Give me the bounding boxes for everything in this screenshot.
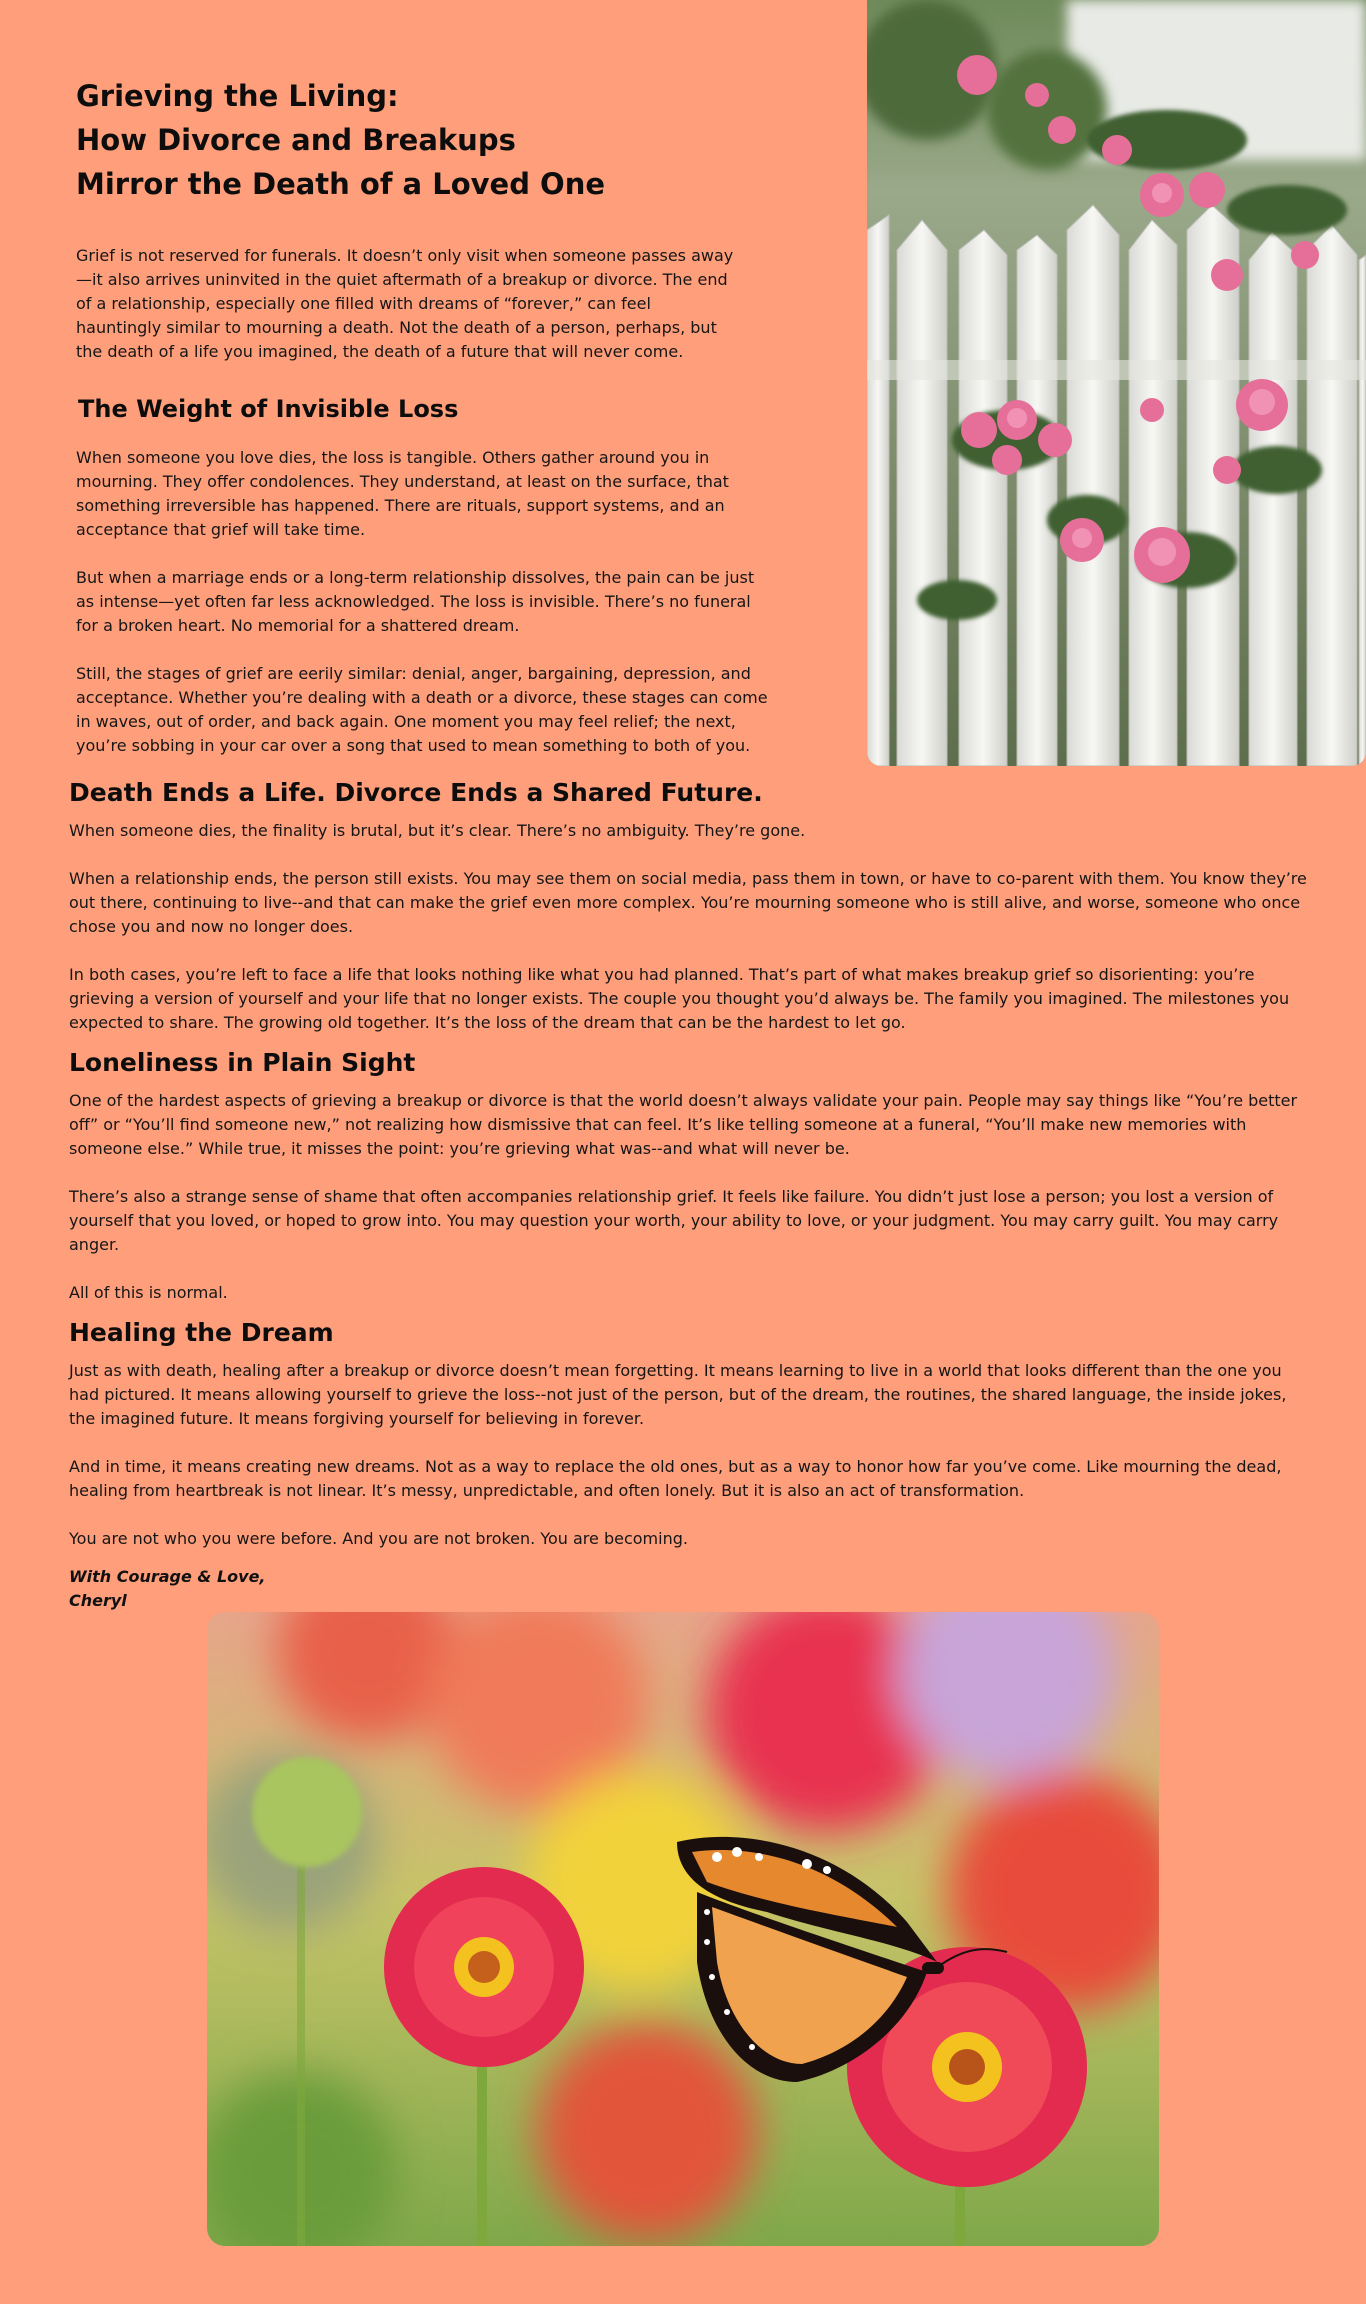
paragraph: When someone dies, the finality is brutal, but it’s clear. There’s no ambiguity. They’re gone. [69,821,806,840]
butterfly-flowers-photo [207,1612,1159,2246]
article-body [69,775,1309,1613]
signature-line-2: Cheryl [69,1591,127,1610]
paragraph: When a relationship ends, the person still exists. You may see them on social media, pass them in town, or have to co-parent with them. You know they’re out there, continuing to live--and that can make the grief even more complex. You’re mourning someone who is still alive, and worse, someone who once chose you and now no longer does. [69,869,1307,936]
section-heading-loneliness: Loneliness in Plain Sight [69,1048,416,1077]
paragraph: All of this is normal. [69,1283,228,1302]
paragraph: You are not who you were before. And you are not broken. You are becoming. [69,1529,688,1548]
paragraph: In both cases, you’re left to face a life that looks nothing like what you had planned. That’s part of what makes breakup grief so disorienting: you’re grieving a version of yourself and your life that no longer exists. The couple you thought you’d always be. The family you imagined. The milestones you expected to share. The growing old together. It’s the loss of the dream that can be the hardest to let go. [69,965,1290,1032]
section-heading-healing: Healing the Dream [69,1318,334,1347]
paragraph: When someone you love dies, the loss is tangible. Others gather around you in mourning. They offer condolences. They understand, at least on the surface, that something irreversible has happened. There are rituals, support systems, and an acceptance that grief will take time. [76,448,729,539]
paragraph: Still, the stages of grief are eerily similar: denial, anger, bargaining, depression, and acceptance. Whether you’re dealing with a death or a divorce, these stages can come in waves, out of order, and back again. One moment you may feel relief; the next, you’re sobbing in your car over a song that used to mean something to both of you. [76,664,768,755]
paragraph: There’s also a strange sense of shame that often accompanies relationship grief. It feels like failure. You didn’t just lose a person; you lost a version of yourself that you loved, or hoped to grow into. You may question your worth, your ability to love, or your judgment. You may carry guilt. You may carry anger. [69,1187,1279,1254]
page-title [76,74,776,206]
title-line-3: Mirror the Death of a Loved One [76,167,606,201]
intro-column [76,74,776,758]
paragraph: But when a marriage ends or a long-term relationship dissolves, the pain can be just as intense—yet often far less acknowledged. The loss is invisible. There’s no funeral for a broken heart. No memorial for a shattered dream. [76,568,755,635]
signature-line-1: With Courage & Love, [69,1567,266,1586]
intro-paragraph: Grief is not reserved for funerals. It doesn’t only visit when someone passes away—it also arrives uninvited in the quiet aftermath of a breakup or divorce. The end of a relationship, especially one filled with dreams of “forever,” can feel hauntingly similar to mourning a death. Not the death of a person, perhaps, but the death of a life you imagined, the death of a future that will never come. [76,246,734,361]
title-line-1: Grieving the Living: [76,79,399,113]
top-section [0,0,1366,768]
roses-fence-photo [867,0,1366,766]
signature [69,1565,1309,1613]
section-heading-invisible-loss: The Weight of Invisible Loss [78,395,459,423]
paragraph: One of the hardest aspects of grieving a breakup or divorce is that the world doesn’t always validate your pain. People may say things like “You’re better off” or “You’ll find someone new,” not realizing how dismissive that can feel. It’s like telling someone at a funeral, “You’ll make new memories with someone else.” While true, it misses the point: you’re grieving what was--and what will never be. [69,1091,1298,1158]
section-heading-shared-future: Death Ends a Life. Divorce Ends a Shared Future. [69,778,763,807]
paragraph: Just as with death, healing after a breakup or divorce doesn’t mean forgetting. It means learning to live in a world that looks different than the one you had pictured. It means allowing yourself to grieve the loss--not just of the person, but of the dream, the routines, the shared language, the inside jokes, the imagined future. It means forgiving yourself for believing in forever. [69,1361,1287,1428]
title-line-2: How Divorce and Breakups [76,123,516,157]
paragraph: And in time, it means creating new dreams. Not as a way to replace the old ones, but as a way to honor how far you’ve come. Like mourning the dead, healing from heartbreak is not linear. It’s messy, unpredictable, and often lonely. But it is also an act of transformation. [69,1457,1282,1500]
